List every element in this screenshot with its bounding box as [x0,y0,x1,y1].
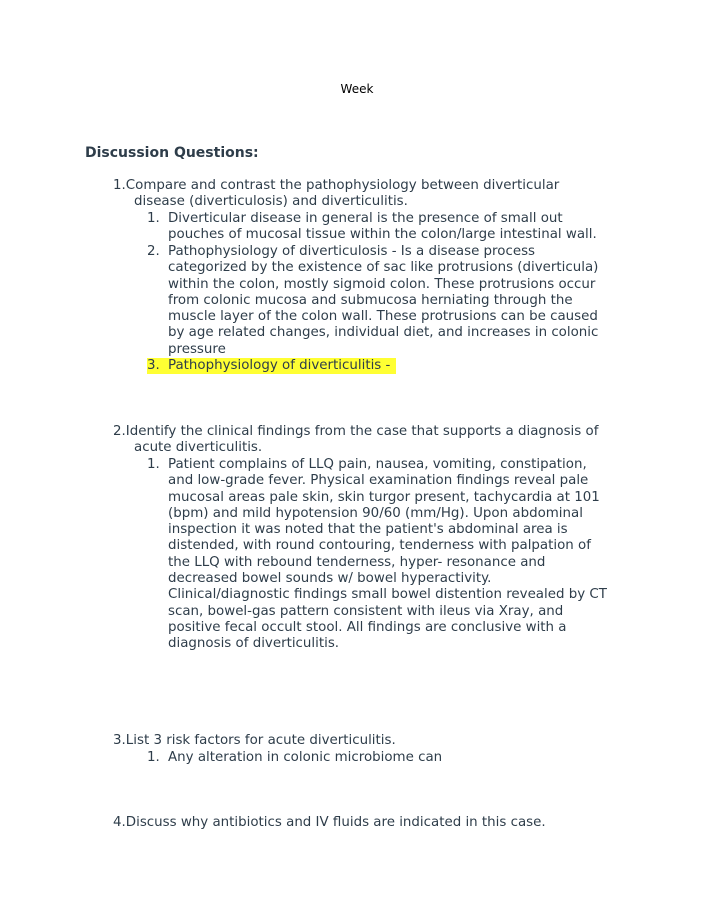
answer-line: decreased bowel sounds w/ bowel hyperactivity. [168,571,492,587]
answer-line: Pathophysiology of diverticulosis - Is a disease process [168,244,536,259]
question-4 [113,815,643,831]
answer-number: 1. [147,457,160,472]
page-header: Week [340,82,374,96]
answer-line: within the colon, mostly sigmoid colon. These protrusions occur [168,276,596,292]
answer-line: scan, bowel-gas pattern consistent with ileus via Xray, and [168,603,564,619]
answer-1-3 [147,358,637,374]
answer-line: pouches of mucosal tissue within the colon/large intestinal wall. [168,227,597,243]
question-3 [113,733,643,749]
answer-line: Patient complains of LLQ pain, nausea, vomiting, constipation, [168,457,587,472]
question-number: 1. [113,178,126,193]
question-text: Compare and contrast the pathophysiology between diverticular [125,178,560,193]
answer-line: the LLQ with rebound tenderness, hyper- resonance and [168,554,546,570]
answer-number: 1. [147,750,160,765]
answer-line: Pathophysiology of diverticulitis - [168,358,391,373]
question-1 [113,178,643,211]
question-text-continued: disease (diverticulosis) and diverticulitis. [134,194,408,210]
answer-1-2 [147,244,637,358]
section-heading: Discussion Questions: [85,145,259,161]
question-text: List 3 risk factors for acute diverticulitis. [125,733,396,748]
answer-number: 2. [147,244,160,259]
answer-line: from colonic mucosa and submucosa herniating through the [168,292,573,308]
answer-line: positive fecal occult stool. All findings are conclusive with a [168,619,567,635]
question-text: Identify the clinical findings from the case that supports a diagnosis of [125,424,599,439]
answer-line: by age related changes, individual diet, and increases in colonic [168,325,599,341]
answer-line: and low-grade fever. Physical examination findings reveal pale [168,473,589,489]
answer-line: muscle layer of the colon wall. These protrusions can be caused [168,309,598,325]
answer-line: categorized by the existence of sac like protrusions (diverticula) [168,260,599,276]
answer-line: Diverticular disease in general is the presence of small out [168,211,563,226]
answer-1-1 [147,211,637,244]
answer-line: pressure [168,341,226,357]
question-2 [113,424,643,457]
question-text: Discuss why antibiotics and IV fluids are indicated in this case. [125,815,546,830]
answer-line: inspection it was noted that the patient's abdominal area is [168,522,568,538]
answer-line: diagnosis of diverticulitis. [168,636,340,652]
question-number: 3. [113,733,126,748]
answer-line: Any alteration in colonic microbiome can [168,750,443,765]
question-text-continued: acute diverticulitis. [134,440,263,456]
answer-2-1 [147,457,637,653]
highlighted-answer [147,358,396,374]
answer-line: mucosal areas pale skin, skin turgor present, tachycardia at 101 [168,489,600,505]
question-number: 4. [113,815,126,830]
answer-3-1 [147,750,637,766]
answer-line: distended, with round contouring, tenderness with palpation of [168,538,591,554]
question-number: 2. [113,424,126,439]
answer-number: 3. [147,358,160,373]
answer-line: (bpm) and mild hypotension 90/60 (mm/Hg). Upon abdominal [168,505,583,521]
answer-number: 1. [147,211,160,226]
answer-line: Clinical/diagnostic findings small bowel distention revealed by CT [168,587,607,603]
